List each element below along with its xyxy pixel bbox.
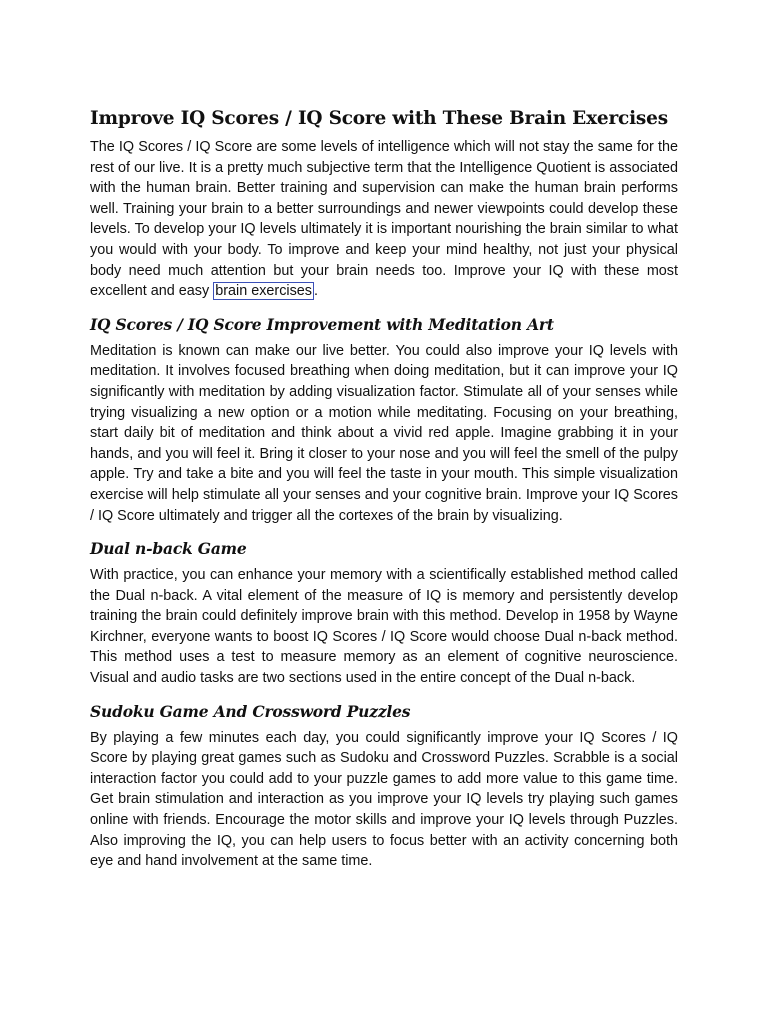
document-page bbox=[90, 106, 678, 884]
page-title: Improve IQ Scores / IQ Score with These Brain Exercises bbox=[90, 108, 668, 129]
intro-paragraph bbox=[90, 137, 678, 302]
section-body-meditation: Meditation is known can make our live better. You could also improve your IQ levels with meditation. It involves focused breathing when doing meditation, but it can improve your IQ significantly with meditation by adding visualization factor. Stimulate all of your senses while trying visualizing a new option or a motion while meditating. Focusing on your breathing, start daily bit of meditation and think about a vivid red apple. Imagine grabbing it in your hands, and you will feel it. Bring it closer to your nose and you will feel the smell of the pulpy apple. Try and take a bite and you will feel the taste in your mouth. This simple visualization exercise will help stimulate all your senses and your cognitive brain. Improve your IQ Scores / IQ Score ultimately and trigger all the cortexes of the brain by visualizing. bbox=[90, 342, 678, 524]
section-heading-dual-n-back: Dual n-back Game bbox=[90, 539, 247, 559]
section-heading-meditation: IQ Scores / IQ Score Improvement with Meditation Art bbox=[90, 314, 554, 334]
brain-exercises-link[interactable]: brain exercises bbox=[215, 283, 312, 300]
intro-end: . bbox=[313, 283, 318, 300]
section-body-sudoku: By playing a few minutes each day, you could significantly improve your IQ Scores / IQ Score by playing great games such as Sudoku and Crossword Puzzles. Scrabble is a social interaction factor you could add to your puzzle games to add more value to this game time. Get brain stimulation and interaction as you improve your IQ levels try playing such games online with friends. Encourage the motor skills and improve your IQ levels through Puzzles. Also improving the IQ, you can help users to focus better with an activity concerning both eye and hand involvement at the same time. bbox=[90, 729, 678, 870]
intro-text: The IQ Scores / IQ Score are some levels of intelligence which will not stay the same for the rest of our live. It is a pretty much subjective term that the Intelligence Quotient is associated with the human brain. Better training and supervision can make the human brain performs well. Training your brain to a better surroundings and newer viewpoints could develop these levels. To develop your IQ levels ultimately it is important nourishing the brain similar to what you would with your body. To improve and keep your mind healthy, not just your physical body need much attention but your brain needs too. Improve your IQ with these most excellent and easy bbox=[90, 139, 678, 300]
section-body-dual-n-back: With practice, you can enhance your memory with a scientifically established method called the Dual n-back. A vital element of the measure of IQ is memory and persistently develop training the brain could definitely improve brain with this method. Develop in 1958 by Wayne Kirchner, everyone wants to boost IQ Scores / IQ Score would choose Dual n-back method. This method uses a test to measure memory as an element of cognitive neuroscience. Visual and audio tasks are two sections used in the entire concept of the Dual n-back. bbox=[90, 567, 678, 687]
section-heading-sudoku: Sudoku Game And Crossword Puzzles bbox=[90, 701, 411, 721]
